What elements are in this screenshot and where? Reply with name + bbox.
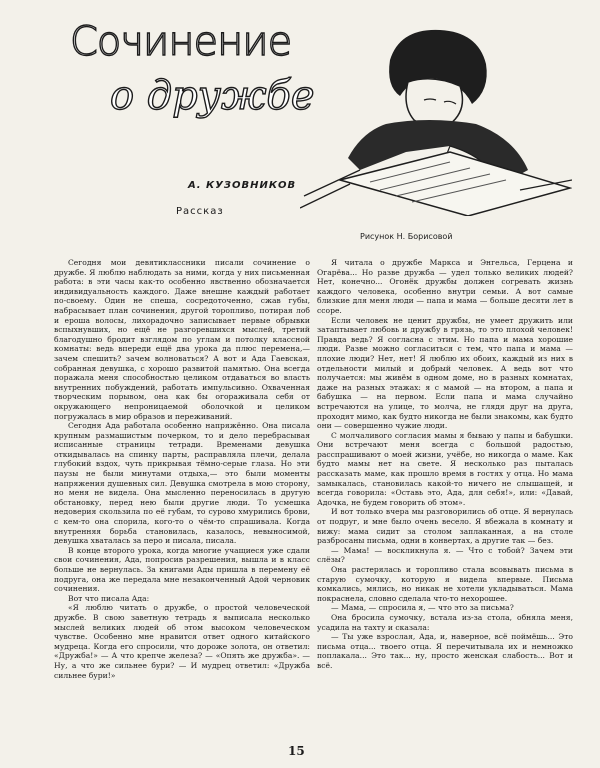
paragraph: Вот что писала Ада:	[68, 593, 150, 603]
girl-writing-illustration	[300, 20, 572, 216]
paragraph: Она бросила сумочку, встала из-за стола, обняла меня, усадила на тахту и сказала:	[317, 612, 573, 632]
paragraph: — Мама! — воскликнула я. — Что с тобой? Зачем эти слёзы?	[317, 545, 573, 565]
paragraph: И вот только вчера мы разговорились об отце. Я вернулась от подруг, и мне было очень весело. Я вбежала в комнату и вижу: мама сидит за столом заплаканная, а на столе разбросаны письма, одни в конвертах, а другие так — без.	[317, 507, 573, 546]
paragraph: В конце второго урока, когда многие учащиеся уже сдали свои сочинения, Ада, попросив разрешения, вышла и в класс больше не вернулась. За книгами Ады пришла в перемену её подруга, она же передала мне незаконченный Адой черновик сочинения.	[54, 545, 310, 594]
paragraph: Она растерялась и торопливо стала всовывать письма в старую сумочку, которую я видела впервые. Письма комкались, мялись, но никак не хотели укладываться. Мама покраснела, словно сделала что-то нехорошее.	[317, 565, 573, 603]
author-name: А. КУЗОВНИКОВ	[188, 180, 297, 191]
illustration-caption: Рисунок Н. Борисовой	[360, 232, 453, 241]
paragraph: — Мама, — спросила я, — что это за письма?	[331, 603, 514, 613]
title-line-1: Сочинение	[70, 19, 292, 65]
paragraph: Если человек не ценит дружбы, не умеет дружить или затаптывает любовь и дружбу в грязь, то это плохой человек! Правда ведь? Я согласна с этим. Но папа и мама хорошие люди. Разве можно согласиться с тем, что папа и мама — плохие люди? Нет, нет! Я люблю их обоих, каждый из них в отдельности милый и добрый человек. А ведь вот что получается: мы живём в одном доме, но в разных комнатах, даже на разных этажах: я с мамой — на втором, а папа и бабушка — на первом. Если папа и мама случайно встречаются на улице, то молча, не глядя друг на друга, проходят мимо, как будто никогда не были знакомы, как будто они — совершенно чужие люди.	[317, 315, 573, 431]
title-line-2: о дружбе	[110, 73, 315, 119]
paragraph: Сегодня мои девятиклассники писали сочинение о дружбе. Я люблю наблюдать за ними, когда у них письменная работа: в эти часы как-то особенно явственно обозначается индивидуальность каждого. Даже внешне каждый работает по-своему. Один не спеша, сосредоточенно, сжав губы, набрасывает план сочинения, другой торопливо, потирая лоб и ероша волосы, лихорадочно записывает первые обрывки вспыхнувших, но ещё не разгоревшихся мыслей, третий благодушно бродит взглядом по углам и потолку классной комнаты: ведь впереди ещё два урока да плюс перемена,— зачем спешить? зачем волноваться? А вот и Ада Гаевская, собранная девушка, с хорошо развитой памятью. Она всегда поражала меня способностью целиком отдаваться во власть внутренних побуждений, работать импульсивно. Охваченная творческим порывом, она как бы огораживала себя от окружающего непроницаемой оболочкой и целиком погружалась в мир образов и переживаний.	[54, 258, 310, 421]
page-number: 15	[288, 744, 305, 758]
paragraph: Сегодня Ада работала особенно напряжённо. Она писала крупным размашистым почерком, то и дело перебрасывая исписанные страницы тетради. Временами девушка откидывалась на спинку парты, расправляла плечи, делала глубокий вздох, чуть прикрывая тёмно-серые глаза. Но эти паузы не были минутами отдыха,— это были моменты напряжения душевных сил. Девушка смотрела в мою сторону, но меня не видела. Она мысленно переносилась в другую обстановку, перед нею были другие люди. То усмешка недоверия скользила по её губам, то сурово хмурились брови, с кем-то она спорила, кого-то о чём-то спрашивала. Когда внутренняя борьба становилась, казалось, невыносимой, девушка хваталась за перо и писала, писала.	[54, 421, 310, 546]
paragraph: — Ты уже взрослая, Ада, и, наверное, всё поймёшь... Это письма отца... твоего отца. Я перечитывала их и немножко поплакала... Это так... ну, просто женская слабость... Вот и всё.	[317, 632, 573, 670]
paragraph: Я читала о дружбе Маркса и Энгельса, Герцена и Огарёва... Но разве дружба — удел только великих людей? Нет, конечно... Огонёк дружбы должен согревать жизнь каждого человека, особенно внутри семьи. А вот самые близкие для меня люди — папа и мама — больше десяти лет в ссоре.	[317, 258, 573, 315]
genre-label: Рассказ	[176, 206, 224, 217]
paragraph: С молчаливого согласия мамы я бываю у папы и бабушки. Они встречают меня всегда с большой радостью, расспрашивают о моей жизни, учёбе, но никогда о маме. Как будто мамы нет на свете. Я несколько раз пыталась рассказать маме, как прошло время в гостях у отца. Но мама замыкалась, становилась какой-то ничего не слышащей, и всегда говорила: «Оставь это, Ада, для себя!», или: «Давай, Адочка, не будем говорить об этом».	[317, 430, 573, 507]
right-text-column	[317, 258, 573, 671]
paragraph: «Я люблю читать о дружбе, о простой человеческой дружбе. В свою заветную тетрадь я выписала несколько мыслей великих людей об этом высоком человеческом чувстве. Особенно мне нравится ответ одного китайского мудреца. Когда его спросили, что дороже золота, он ответил: «Дружба!» — А что крепче железа? — «Опять же дружба». — Ну, а что же сильнее бури? — И мудрец ответил: «Дружба сильнее бури!»	[54, 603, 310, 680]
left-text-column	[54, 258, 310, 680]
